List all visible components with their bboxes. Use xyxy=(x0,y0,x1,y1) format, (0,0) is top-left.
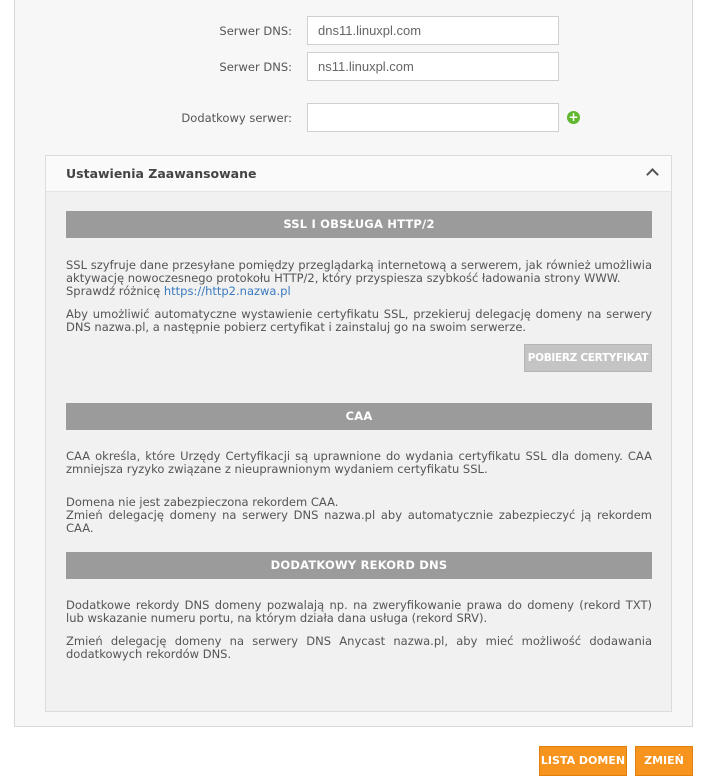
ssl-instruction: Aby umożliwić automatyczne wystawienie certyfikatu SSL, przekieruj delegację domeny na serwery DNS nazwa.pl, a następnie pobierz certyfikat i zainstaluj go na swoim serwerze. xyxy=(66,307,652,334)
caa-section-header: CAA xyxy=(66,403,652,430)
dns-server-input-2[interactable]: ns11.linuxpl.com xyxy=(307,52,559,81)
caa-status xyxy=(66,496,652,535)
dns-record-instruction: Zmień delegację domeny na serwery DNS Anycast nazwa.pl, aby mieć możliwość dodawania dodatkowych rekordów DNS. xyxy=(66,634,652,661)
download-certificate-button[interactable]: POBIERZ CERTYFIKAT xyxy=(524,344,652,372)
dns-server-label-2: Serwer DNS: xyxy=(219,60,292,74)
dns-server-input-1[interactable]: dns11.linuxpl.com xyxy=(307,16,559,45)
http2-link[interactable]: https://http2.nazwa.pl xyxy=(163,284,291,298)
domain-settings-panel xyxy=(14,0,693,727)
additional-server-input[interactable] xyxy=(307,103,559,132)
plus-circle-icon[interactable]: + xyxy=(568,110,579,124)
change-button[interactable]: ZMIEŃ xyxy=(635,746,693,776)
caa-description: CAA określa, które Urzędy Certyfikacji są uprawnione do wydania certyfikatu SSL dla domeny. CAA zmniejsza ryzyko związane z nieuprawnionym wydaniem certyfikatu SSL. xyxy=(66,449,652,476)
advanced-settings-title: Ustawienia Zaawansowane xyxy=(66,166,257,181)
ssl-section-header: SSL I OBSŁUGA HTTP/2 xyxy=(66,211,652,238)
caa-status-line-1: Domena nie jest zabezpieczona rekordem CAA. xyxy=(66,495,339,509)
chevron-up-icon[interactable] xyxy=(646,168,659,181)
caa-status-line-2: Zmień delegację domeny na serwery DNS nazwa.pl aby automatycznie zabezpieczyć ją rekordem CAA. xyxy=(66,508,652,535)
additional-server-label: Dodatkowy serwer: xyxy=(181,111,292,125)
advanced-settings-header[interactable] xyxy=(46,156,671,192)
ssl-description-text: SSL szyfruje dane przesyłane pomiędzy przeglądarką internetową a serwerem, jak również umożliwia aktywację nowoczesnego protokołu HTTP/2, który przyspiesza szybkość ładowania strony WWW. xyxy=(66,258,652,285)
dns-server-row-2 xyxy=(15,52,692,82)
ssl-description xyxy=(66,259,652,298)
dns-record-description: Dodatkowe rekordy DNS domeny pozwalają np. na zweryfikowanie prawa do domeny (rekord TXT) lub wskazanie numeru portu, na którym działa dana usługa (rekord SRV). xyxy=(66,598,652,625)
domain-list-button[interactable]: LISTA DOMEN xyxy=(539,746,627,776)
advanced-settings-box xyxy=(45,155,672,712)
additional-server-row xyxy=(15,103,692,133)
ssl-compare-label: Sprawdź różnicę xyxy=(66,284,161,298)
dns-server-row-1 xyxy=(15,16,692,46)
dns-server-label-1: Serwer DNS: xyxy=(219,24,292,38)
dns-record-section-header: DODATKOWY REKORD DNS xyxy=(66,552,652,579)
